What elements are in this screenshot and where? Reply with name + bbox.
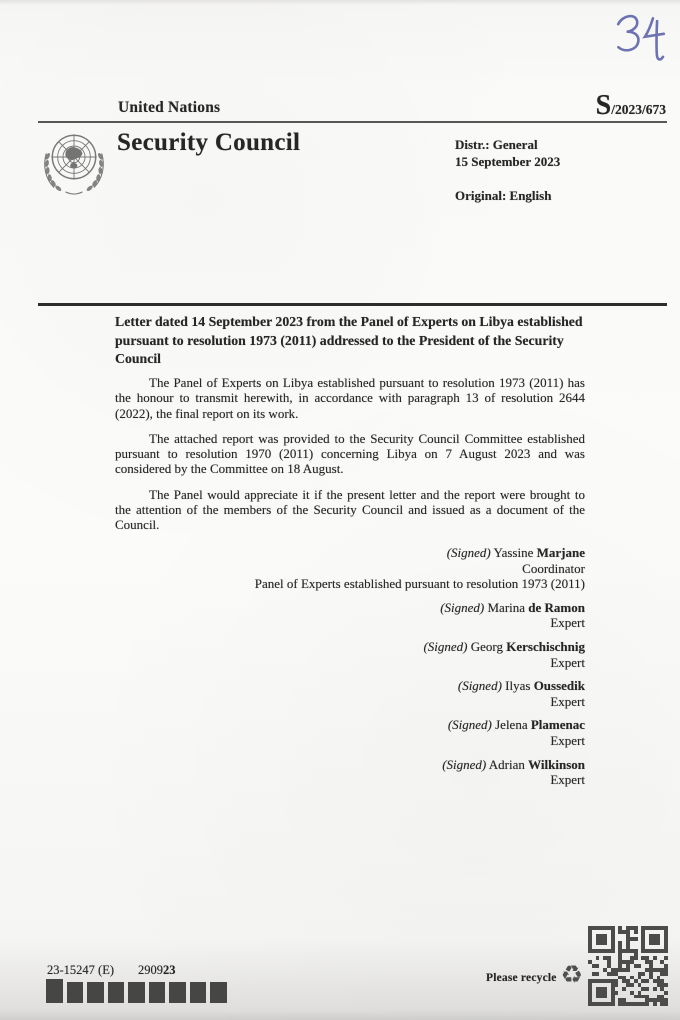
signature-block: [65, 600, 585, 631]
letter-paragraph: The attached report was provided to the Security Council Committee established pursuant to resolution 1970 (2011) concerning Libya on 7 August 2023 and was considered by the Committee on 18 August.: [115, 430, 585, 477]
letter-paragraph: The Panel would appreciate it if the present letter and the report were brought to the attention of the members of the Security Council and issued as a document of the Council.: [115, 486, 585, 533]
recycle-icon: ♻: [560, 960, 584, 989]
signed-label: (Signed): [442, 756, 487, 772]
signer-surname: Kerschischnig: [506, 638, 585, 654]
signer-given-name: Adrian: [486, 756, 529, 772]
signer-role: Expert: [550, 654, 585, 670]
signer-surname: de Ramon: [528, 599, 585, 615]
distribution-block: [455, 136, 560, 170]
signer-given-name: Yassine: [490, 545, 537, 560]
handwritten-page-number: [604, 6, 677, 72]
signer-given-name: Ilyas: [501, 678, 534, 694]
barcode: [46, 982, 227, 1003]
signature-block: [65, 545, 585, 592]
date-code-bold: 23: [163, 963, 176, 977]
signed-label: (Signed): [423, 638, 468, 654]
signature-block: [65, 757, 585, 788]
signer-org: Panel of Experts established pursuant to resolution 1973 (2011): [254, 576, 585, 592]
signer-surname: Wilkinson: [528, 756, 585, 772]
date-code: 2909: [138, 963, 163, 977]
signer-role: Expert: [550, 693, 585, 709]
document-symbol: [596, 90, 666, 122]
page-title: Security Council: [117, 129, 301, 156]
document-job-number: [47, 963, 176, 978]
qr-code: [588, 926, 668, 1006]
signature-block: [65, 639, 585, 670]
signer-surname: Oussedik: [533, 678, 585, 694]
signed-label: (Signed): [457, 678, 502, 694]
signer-given-name: Marina: [484, 599, 529, 615]
signature-blocks: [65, 545, 585, 796]
date-line: 15 September 2023: [455, 154, 561, 169]
header-divider: [38, 121, 667, 123]
document-symbol-prefix: S: [595, 90, 612, 121]
signer-surname: Plamenac: [530, 717, 585, 733]
letter-body: [115, 375, 585, 543]
title-divider: [38, 303, 667, 306]
signature-block: [65, 678, 585, 709]
letter-paragraph: The Panel of Experts on Libya established pursuant to resolution 1973 (2011) has the honour to transmit herewith, in accordance with paragraph 13 of resolution 2644 (2022), the final report on its work.: [115, 375, 585, 421]
signed-label: (Signed): [446, 545, 491, 560]
signer-given-name: Jelena: [491, 717, 531, 733]
signer-role: Expert: [550, 732, 585, 748]
signature-block: [65, 717, 585, 748]
signer-role: Expert: [550, 772, 585, 788]
org-name: United Nations: [118, 99, 221, 116]
distr-line: Distr.: General: [455, 137, 538, 152]
signer-role: Expert: [550, 615, 585, 631]
un-emblem-icon: [38, 125, 110, 199]
signed-label: (Signed): [440, 599, 485, 615]
signer-role: Coordinator: [522, 560, 585, 576]
signer-given-name: Georg: [467, 638, 507, 654]
signer-surname: Marjane: [536, 545, 585, 560]
recycle-label: Please recycle: [486, 971, 557, 984]
recycle-notice: [486, 960, 584, 989]
letter-title: Letter dated 14 September 2023 from the Panel of Experts on Libya established pursuant to resolution 1973 (2011) addressed to the President of the Security Council: [115, 314, 583, 366]
job-number: 23-15247 (E): [47, 963, 114, 977]
original-language-line: Original: English: [455, 188, 552, 203]
document-symbol-suffix: /2023/673: [611, 102, 666, 117]
signed-label: (Signed): [447, 717, 492, 733]
